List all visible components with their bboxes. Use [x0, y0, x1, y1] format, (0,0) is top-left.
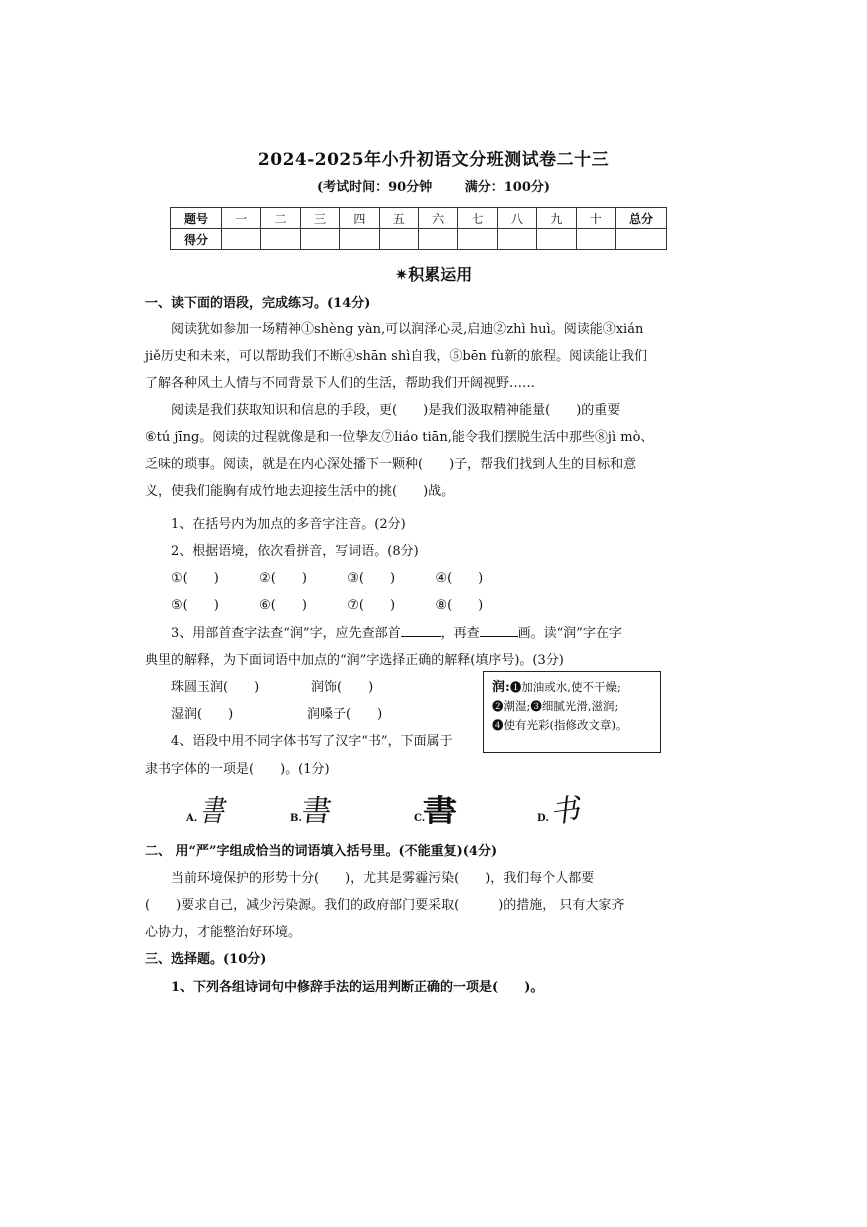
exam-title: 2024-2025年小升初语文分班测试卷二十三	[257, 150, 610, 170]
q2-line3: 心协力，才能整治好环境。	[145, 925, 302, 940]
score-col: 八	[497, 208, 536, 229]
q1-p2-line1: 阅读是我们获取知识和信息的手段，更( )是我们汲取精神能量( )的重要	[171, 403, 621, 418]
answer-blank[interactable]: ⑧( )	[435, 598, 484, 613]
definition-box	[483, 671, 661, 753]
option-b-label: B.	[290, 813, 302, 824]
score-table-label: 题号	[171, 208, 222, 229]
word-3[interactable]: 湿润( )	[171, 707, 234, 722]
q1-sub3-text-b: ，再查	[440, 626, 480, 641]
q1-sub3-line1	[171, 622, 622, 641]
q1-sub3-text-a: 3、用部首查字法查“润”字，应先查部首	[171, 626, 401, 641]
exam-subtitle	[0, 176, 867, 195]
score-cell[interactable]	[537, 229, 576, 250]
exam-full-score: 满分：100分)	[464, 180, 551, 195]
score-cell[interactable]	[261, 229, 300, 250]
word-2[interactable]: 润饰( )	[311, 680, 374, 695]
word-1[interactable]: 珠圆玉润( )	[171, 680, 260, 695]
q3-heading: 三、选择题。(10分)	[145, 952, 267, 967]
option-c-glyph: 書	[423, 794, 458, 829]
definition-char: 润:	[492, 680, 510, 695]
q1-p2-line2: ⑥tú jīng。阅读的过程就像是和一位挚友⑦liáo tiān,能令我们摆脱生活中那些⑧jì mò、	[145, 430, 654, 445]
word-4[interactable]: 润嗓子( )	[307, 707, 383, 722]
option-b-glyph: 書	[299, 794, 334, 829]
score-table-score-row	[171, 229, 667, 250]
option-c[interactable]	[414, 786, 458, 830]
option-d-glyph: 书	[546, 792, 582, 831]
score-cell[interactable]	[300, 229, 339, 250]
definition-text-1: ❶加油或水,使不干燥;	[509, 680, 621, 694]
q1-sub1: 1、在括号内为加点的多音字注音。(2分)	[171, 517, 406, 532]
score-col: 六	[418, 208, 457, 229]
q1-heading: 一、读下面的语段，完成练习。(14分)	[145, 296, 371, 311]
option-a-label: A.	[186, 813, 198, 824]
q1-sub4-line1: 4、语段中用不同字体书写了汉字“书”，下面属于	[171, 734, 453, 749]
score-col: 九	[537, 208, 576, 229]
answer-blank[interactable]: ⑤( )	[171, 598, 219, 613]
score-table-label: 得分	[171, 229, 222, 250]
section-heading: ✷积累运用	[394, 265, 473, 284]
q2-line2: ( )要求自己，减少污染源。我们的政府部门要采取( )的措施， 只有大家齐	[145, 898, 625, 913]
score-cell[interactable]	[616, 229, 667, 250]
score-cell[interactable]	[222, 229, 261, 250]
answer-blank[interactable]: ⑦( )	[347, 598, 396, 613]
definition-line-3: ❹使有光彩(指修改文章)。	[492, 718, 628, 732]
q1-blank-row-1	[171, 567, 519, 586]
score-col: 一	[222, 208, 261, 229]
exam-time: (考试时间：90分钟	[316, 180, 433, 195]
stroke-blank[interactable]	[480, 623, 518, 637]
answer-blank[interactable]: ②( )	[259, 571, 307, 586]
option-b[interactable]	[290, 786, 332, 830]
q1-sub3-line2: 典里的解释，为下面词语中加点的“润”字选择正确的解释(填序号)。(3分)	[145, 653, 564, 668]
score-col: 七	[458, 208, 497, 229]
option-d[interactable]	[537, 786, 582, 831]
option-a-glyph: 書	[200, 794, 225, 829]
radical-blank[interactable]	[401, 623, 441, 637]
q1-sub4-line2: 隶书字体的一项是( )。(1分)	[145, 762, 330, 777]
option-a[interactable]	[186, 786, 227, 830]
score-cell[interactable]	[418, 229, 457, 250]
q1-p1-line3: 了解各种风土人情与不同背景下人们的生活，帮助我们开阔视野……	[145, 376, 536, 391]
score-col: 十	[576, 208, 615, 229]
score-col-total: 总分	[616, 208, 667, 229]
q2-heading: 二、 用“严”字组成恰当的词语填入括号里。(不能重复)(4分)	[145, 844, 498, 859]
q1-p1-line1: 阅读犹如参加一场精神①shèng yàn,可以润泽心灵,启迪②zhì huì。阅读能③xián	[171, 322, 644, 337]
score-col: 四	[340, 208, 379, 229]
q1-blank-row-2	[171, 594, 519, 613]
q1-p2-line4: 义，使我们能胸有成竹地去迎接生活中的挑( )战。	[145, 484, 455, 499]
q1-p2-line3: 乏味的琐事。阅读，就是在内心深处播下一颗种( )子，帮我们找到人生的目标和意	[145, 457, 637, 472]
score-cell[interactable]	[340, 229, 379, 250]
score-cell[interactable]	[576, 229, 615, 250]
q1-sub3-text-c: 画。读“润”字在字	[517, 626, 622, 641]
q1-p1-line2: jiě历史和未来，可以帮助我们不断④shān shì自我，⑤bēn fù新的旅程。阅读能让我们	[145, 349, 648, 364]
answer-blank[interactable]: ⑥( )	[259, 598, 307, 613]
score-col: 二	[261, 208, 300, 229]
q3-sub1: 1、下列各组诗词句中修辞手法的运用判断正确的一项是( )。	[171, 980, 544, 995]
score-col: 五	[379, 208, 418, 229]
definition-line-1	[492, 678, 652, 697]
answer-blank[interactable]: ①( )	[171, 571, 219, 586]
definition-line-2: ❷潮湿;❸细腻光滑,滋润;	[492, 699, 619, 713]
answer-blank[interactable]: ④( )	[435, 571, 484, 586]
option-d-label: D.	[537, 813, 549, 824]
answer-blank[interactable]: ③( )	[347, 571, 396, 586]
option-c-label: C.	[414, 813, 426, 824]
score-cell[interactable]	[458, 229, 497, 250]
q2-line1: 当前环境保护的形势十分( )，尤其是雾霾污染( )，我们每个人都要	[171, 871, 595, 886]
score-cell[interactable]	[379, 229, 418, 250]
score-cell[interactable]	[497, 229, 536, 250]
score-table	[170, 207, 667, 250]
q1-sub2: 2、根据语境，依次看拼音，写词语。(8分)	[171, 544, 419, 559]
score-table-header-row	[171, 208, 667, 229]
score-col: 三	[300, 208, 339, 229]
